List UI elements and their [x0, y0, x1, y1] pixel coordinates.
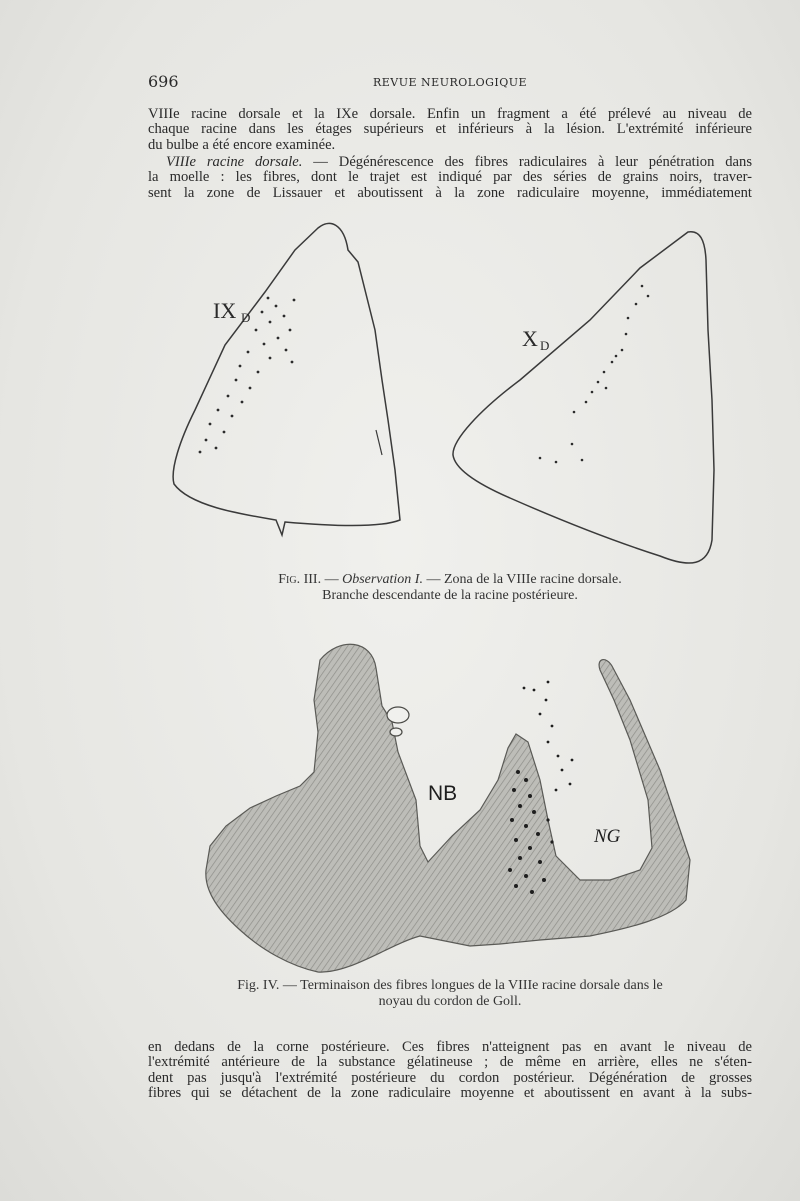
figure3-caption — [240, 572, 660, 604]
running-head: REVUE NEUROLOGIQUE — [373, 76, 528, 89]
page-number: 696 — [148, 72, 179, 91]
nucleus-gracilis-section — [206, 644, 690, 972]
text-line: du bulbe a été encore examinée. — [148, 137, 336, 153]
text-line: chaque racine dans les étages supérieurs et inférieurs à la lésion. L'extrémité inférieure — [148, 122, 752, 138]
degeneration-dots-right — [539, 285, 650, 464]
figure4-drawing — [206, 644, 690, 972]
paragraph-continuation — [148, 1040, 752, 1102]
caption-line: Branche descendante de la racine postérieure. — [322, 588, 578, 603]
caption-line — [240, 572, 660, 588]
vessel-upper — [387, 707, 409, 723]
text-line: fibres qui se détachent de la zone radiculaire moyenne et aboutissent en avant à la subs- — [148, 1086, 752, 1102]
figure4-caption — [180, 978, 720, 1010]
label-ng: NG — [594, 826, 621, 847]
text-line: en dedans de la corne postérieure. Ces fibres n'atteignent pas en avant le niveau de — [148, 1040, 752, 1055]
text-line: dent pas jusqu'à l'extrémité postérieure du cordon postérieur. Dégénération de grosses — [148, 1070, 752, 1086]
caption-line: Fig. IV. — Terminaison des fibres longues de la VIIIe racine dorsale dans le — [237, 978, 663, 993]
section-lead: VIIIe racine dorsale. — [166, 155, 303, 170]
vessel-lower — [390, 728, 402, 736]
text-line: sent la zone de Lissauer et aboutissent à la zone radiculaire moyenne, immédiatement — [148, 185, 752, 201]
label-ixd: IX — [213, 298, 237, 323]
caption-text: — Zona de la VIIIe racine dorsale. — [422, 572, 622, 587]
figure3-left-section — [173, 223, 400, 535]
text-line: VIIIe racine dorsale et la IXe dorsale. Enfin un fragment a été prélevé au niveau de — [148, 107, 752, 122]
cord-outline-right — [453, 232, 714, 563]
cord-mark — [376, 430, 382, 455]
label-xd: X — [522, 326, 538, 351]
text-line: la moelle : les fibres, dont le trajet est indiqué par des séries de grains noirs, traver- — [148, 170, 752, 186]
label-nb: NB — [428, 782, 458, 805]
text-line: l'extrémité antérieure de la substance gélatineuse ; de même en arrière, elles ne s'éten- — [148, 1055, 752, 1071]
label-ixd-sub: D — [241, 310, 251, 325]
label-xd-sub: D — [540, 338, 550, 353]
caption-prefix: Fig. III. — — [278, 572, 343, 587]
caption-line: noyau du cordon de Goll. — [378, 994, 522, 1009]
figure3-right-section — [453, 232, 714, 563]
caption-italic: Observation I. — [342, 572, 423, 587]
cord-outline-left — [173, 223, 400, 535]
text-run: — Dégénérescence des fibres radiculaires à leur pénétration dans — [302, 155, 752, 170]
